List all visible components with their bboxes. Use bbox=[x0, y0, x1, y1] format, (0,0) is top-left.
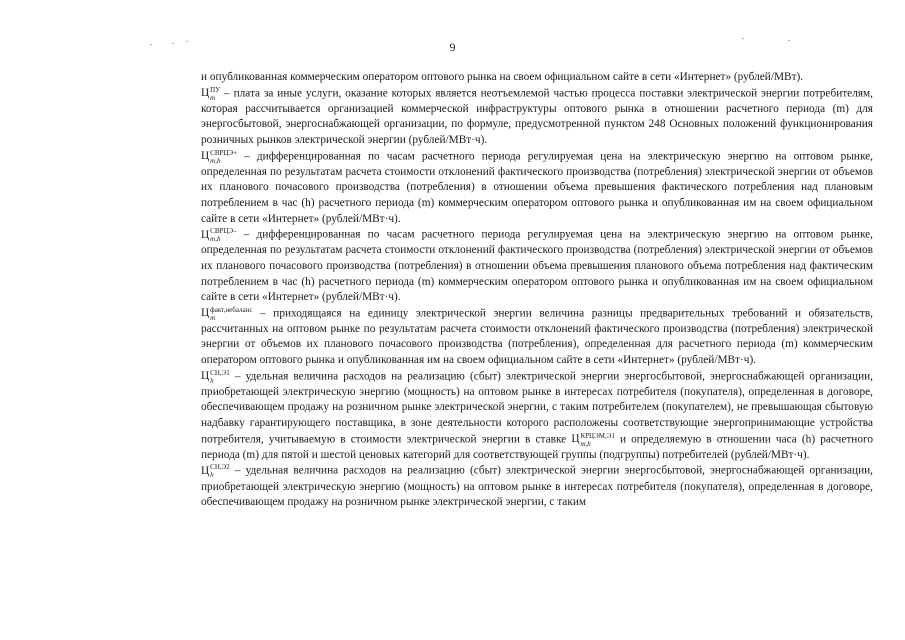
paragraph-text-after: и определяемую в отношении часа (h) расчетного периода (m) для пятой и шестой ценовых категорий для соответствующей группы (подгруппы) потребителей (рублей/МВт·ч). bbox=[201, 433, 873, 461]
symbol-base: Ц bbox=[201, 87, 210, 100]
symbol-superscript: СН,Э1 bbox=[210, 368, 230, 377]
formula-symbol bbox=[201, 368, 230, 385]
page-number: 9 bbox=[449, 40, 456, 54]
symbol-subscript: m,h bbox=[210, 156, 221, 165]
paragraph-text: – удельная величина расходов на реализацию (сбыт) электрической энергии энергосбытовой, энергоснабжающей организации, приобретающей электрическую энергию (мощность) на оптовом рынке в интересах потребителя (покупателя), определенная в договоре, обеспечивающем продажу на розничном рынке электрической энергии, с таким bbox=[201, 465, 873, 509]
symbol-superscript: СВРЦЭ– bbox=[210, 227, 237, 236]
symbol-superscript: факт,небаланс bbox=[210, 305, 253, 314]
symbol-subscript: m bbox=[210, 93, 216, 102]
paragraph-svrce-minus bbox=[201, 227, 873, 306]
paragraph-pu-fee bbox=[201, 86, 873, 149]
symbol-subscript: h bbox=[210, 376, 214, 385]
paragraph-sn-e2 bbox=[201, 463, 873, 510]
paragraph-sn-e1 bbox=[201, 369, 873, 464]
symbol-base: Ц bbox=[201, 370, 210, 383]
paragraph-text: – дифференцированная по часам расчетного периода регулируемая цена на электрическую энергию на оптовом рынке, определенная по результатам расчета стоимости отклонений фактического производства (потребления) электрической энергии от объемов их планового почасового производства (потребления) в отношении объема превышения планового объема потребления над фактическим потреблением в час (h) расчетного периода (m) коммерческим оператором оптового рынка и опубликованная им на своем официальном сайте в сети «Интернет» (рублей/МВт·ч). bbox=[201, 228, 873, 304]
symbol-subscript: h bbox=[210, 471, 214, 480]
formula-symbol bbox=[201, 148, 238, 165]
paragraph-svrce-plus bbox=[201, 149, 873, 228]
symbol-subscript: m,h bbox=[580, 439, 591, 448]
formula-symbol bbox=[201, 305, 253, 322]
symbol-base: Ц bbox=[201, 465, 210, 477]
scan-speck bbox=[742, 38, 744, 39]
symbol-subscript: m bbox=[210, 313, 216, 322]
symbol-base: Ц bbox=[201, 228, 210, 241]
paragraph-continuation bbox=[201, 70, 873, 86]
formula-symbol bbox=[201, 85, 221, 102]
symbol-base: Ц bbox=[201, 150, 210, 163]
inline-formula-symbol bbox=[571, 431, 615, 448]
symbol-superscript: ПУ bbox=[210, 85, 221, 94]
document-body bbox=[201, 70, 873, 511]
paragraph-text: – дифференцированная по часам расчетного периода регулируемая цена на электрическую энергию на оптовом рынке, определенная по результатам расчета стоимости отклонений фактического производства (потребления) электрической энергии от объемов их планового почасового производства (потребления) в отношении объема превышения фактического потребления над плановым потреблением в час (h) расчетного периода (m) коммерческим оператором оптового рынка и опубликованная им на своем официальном сайте в сети «Интернет» (рублей/МВт·ч). bbox=[201, 150, 873, 225]
paragraph-text: – плата за иные услуги, оказание которых является неотъемлемой частью процесса поставки электрической энергии потребителям, которая рассчитывается организацией коммерческой инфраструктуры оптового рынка в отношении расчетного периода (m) для энергосбытовой, энергоснабжающей организации, по формуле, предусмотренной пунктом 248 Основных положений функционирования розничных рынков электрической энергии (рублей/МВт·ч). bbox=[201, 87, 873, 146]
paragraph-text: – удельная величина расходов на реализацию (сбыт) электрической энергии энергосбытовой, энергоснабжающей организации, приобретающей электрическую энергию (мощность) на оптовом рынке в интересах потребителя (покупателя), определенная в договоре, обеспечивающем продажу на розничном рынке электрической энергии, с таким потребителем (покупателем), не превышающая сбытовую надбавку гарантирующего поставщика, в зоне деятельности которого расположены соответствующие энергопринимающие устройства потребителя, учитываемую в стоимости электрической энергии в ставке bbox=[201, 370, 873, 446]
paragraph-text: и опубликованная коммерческим оператором оптового рынка на своем официальном сайте в сети «Интернет» (рублей/МВт). bbox=[201, 71, 804, 83]
symbol-base: Ц bbox=[201, 307, 210, 320]
symbol-superscript: КРЦЭМ,Э1 bbox=[580, 431, 615, 440]
symbol-superscript: СВРЦЭ+ bbox=[210, 148, 238, 157]
paragraph-fact-imbalance bbox=[201, 306, 873, 369]
symbol-superscript: СН,Э2 bbox=[210, 463, 230, 472]
symbol-base: Ц bbox=[571, 433, 580, 446]
formula-symbol bbox=[201, 227, 237, 244]
formula-symbol bbox=[201, 463, 230, 480]
paragraph-text: – приходящаяся на единицу электрической энергии величина разницы предварительных требований и обязательств, рассчитанных на оптовом рынке по результатам расчета стоимости отклонений фактического производства (потребления) электрической энергии от объемов их планового почасового производства (потребления), определенная для расчетного периода (m) коммерческим оператором оптового рынка и опубликованная им на своем официальном сайте в сети «Интернет» (рублей/МВт·ч). bbox=[201, 307, 873, 367]
symbol-subscript: m,h bbox=[210, 235, 221, 244]
